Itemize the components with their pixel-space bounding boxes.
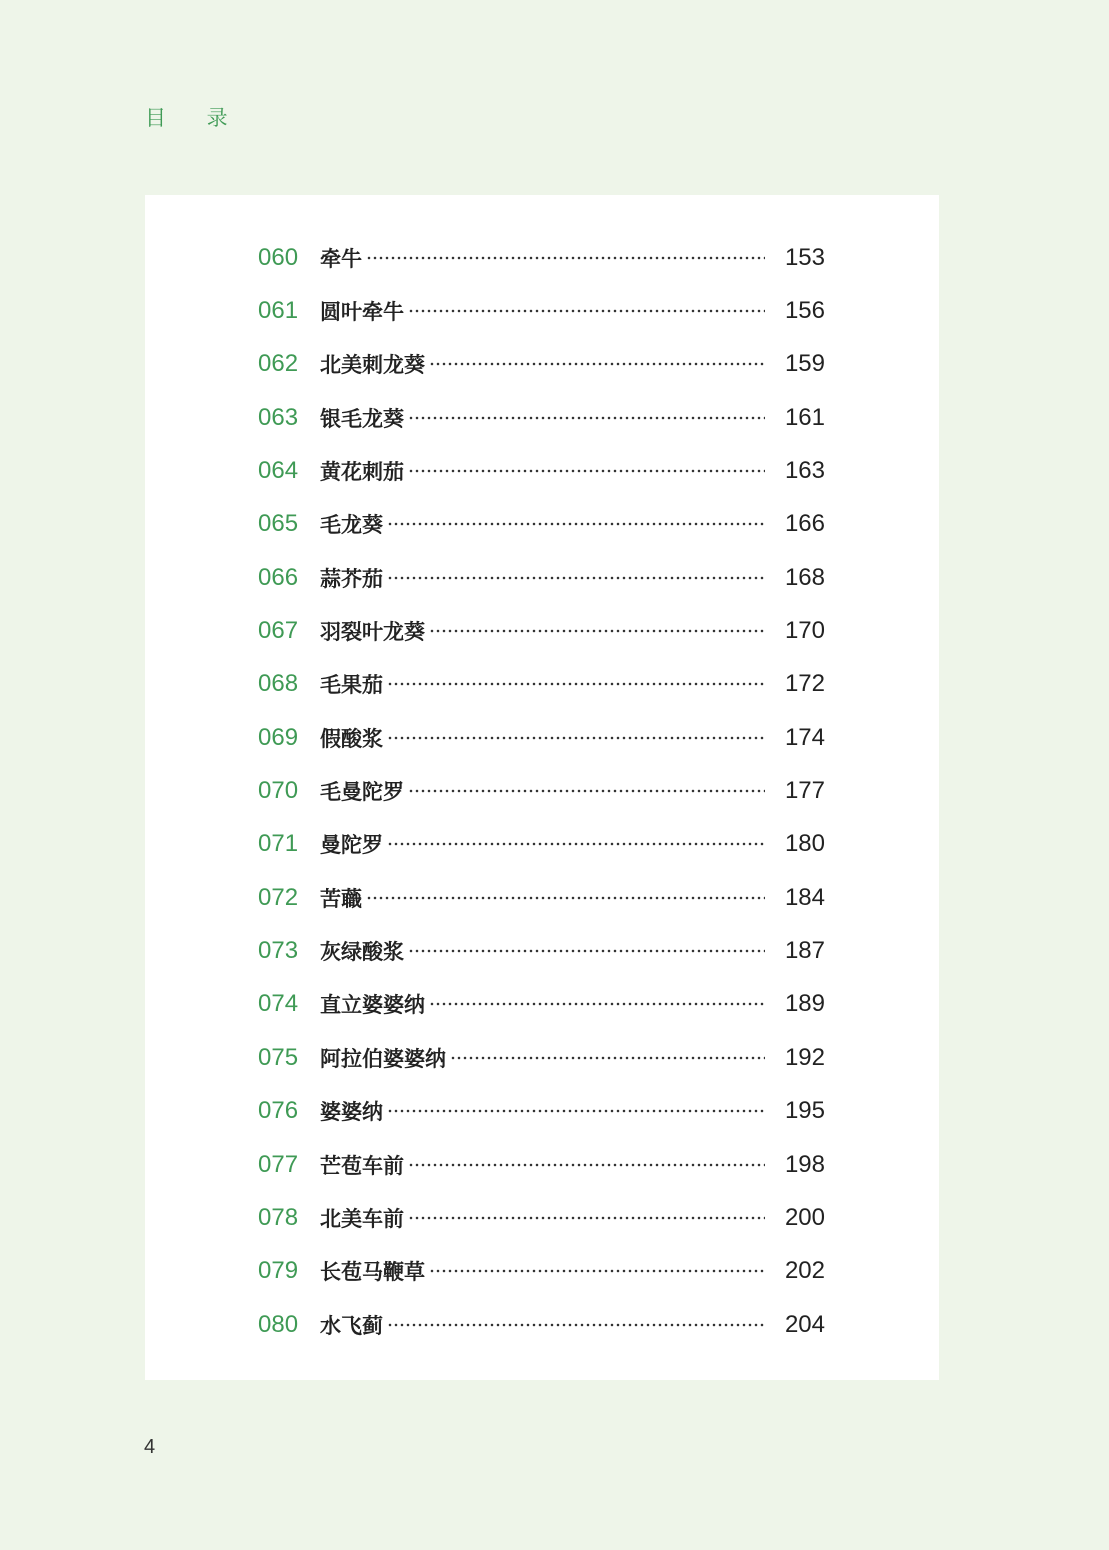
toc-entry-title: 圆叶牵牛: [320, 300, 404, 325]
dot-leader: [387, 736, 765, 740]
toc-entry-number: 065: [258, 510, 299, 538]
toc-entry-page: 163: [784, 457, 825, 485]
toc-entry-number: 079: [258, 1257, 299, 1285]
toc-entry-page: 170: [784, 617, 825, 645]
toc-entry[interactable]: [258, 978, 825, 1031]
toc-entry-title: 毛果茄: [320, 673, 383, 698]
toc-entry-title: 毛曼陀罗: [320, 780, 404, 805]
dot-leader: [450, 1056, 765, 1060]
toc-entry-page: 159: [784, 350, 825, 378]
toc-entry-number: 072: [258, 883, 299, 911]
toc-entry-number: 075: [258, 1043, 299, 1071]
dot-leader: [387, 842, 765, 846]
toc-entry[interactable]: [258, 284, 825, 337]
toc-entry-title: 芒苞车前: [320, 1153, 404, 1178]
dot-leader: [408, 789, 765, 793]
dot-leader: [429, 1002, 765, 1006]
toc-entry[interactable]: [258, 1298, 825, 1351]
dot-leader: [429, 362, 765, 366]
dot-leader: [387, 522, 765, 526]
toc-entry[interactable]: [258, 498, 825, 551]
toc-entry[interactable]: [258, 444, 825, 497]
toc-entry-number: 069: [258, 723, 299, 751]
toc-entry-number: 068: [258, 670, 299, 698]
toc-entry-page: 172: [784, 670, 825, 698]
toc-entry[interactable]: [258, 551, 825, 604]
toc-entry-page: 168: [784, 563, 825, 591]
toc-entry-title: 曼陀罗: [320, 833, 383, 858]
toc-entry-number: 076: [258, 1097, 299, 1125]
dot-leader: [408, 1216, 765, 1220]
toc-entry-number: 078: [258, 1203, 299, 1231]
toc-entry-number: 062: [258, 350, 299, 378]
toc-entry-title: 直立婆婆纳: [320, 993, 425, 1018]
dot-leader: [387, 1323, 765, 1327]
toc-entry[interactable]: [258, 711, 825, 764]
toc-entry[interactable]: [258, 1191, 825, 1244]
toc-entry-title: 牵牛: [320, 246, 362, 271]
toc-entry[interactable]: [258, 231, 825, 284]
toc-entry-number: 067: [258, 617, 299, 645]
toc-entry[interactable]: [258, 338, 825, 391]
toc-entry[interactable]: [258, 818, 825, 871]
toc-entry-page: 202: [784, 1257, 825, 1285]
toc-entry-page: 153: [784, 243, 825, 271]
toc-entry-page: 177: [784, 777, 825, 805]
toc-entry-title: 婆婆纳: [320, 1100, 383, 1125]
dot-leader: [387, 1109, 765, 1113]
dot-leader: [429, 1269, 765, 1273]
page-number: 4: [144, 1436, 156, 1458]
toc-entry[interactable]: [258, 1245, 825, 1298]
toc-entry-title: 北美车前: [320, 1206, 404, 1231]
toc-entry[interactable]: [258, 1138, 825, 1191]
dot-leader: [366, 896, 765, 900]
dot-leader: [408, 949, 765, 953]
toc-entry-page: 195: [784, 1097, 825, 1125]
toc-entry-number: 063: [258, 403, 299, 431]
toc-entry-number: 070: [258, 777, 299, 805]
toc-entry-page: 200: [784, 1203, 825, 1231]
dot-leader: [429, 629, 765, 633]
toc-entry-number: 066: [258, 563, 299, 591]
toc-entry-page: 204: [784, 1310, 825, 1338]
toc-entry[interactable]: [258, 658, 825, 711]
toc-entry-page: 184: [784, 883, 825, 911]
toc-entry-page: 174: [784, 723, 825, 751]
toc-entry-number: 077: [258, 1150, 299, 1178]
toc-panel: [145, 195, 939, 1380]
toc-entry-page: 192: [784, 1043, 825, 1071]
toc-entry-title: 阿拉伯婆婆纳: [320, 1046, 446, 1071]
toc-entry-number: 074: [258, 990, 299, 1018]
toc-entry-page: 187: [784, 937, 825, 965]
toc-entry[interactable]: [258, 871, 825, 924]
dot-leader: [408, 469, 765, 473]
toc-entry-page: 166: [784, 510, 825, 538]
toc-entry-title: 北美刺龙葵: [320, 353, 425, 378]
toc-entry-number: 064: [258, 457, 299, 485]
dot-leader: [408, 309, 765, 313]
toc-entry-title: 长苞马鞭草: [320, 1260, 425, 1285]
toc-entry-title: 毛龙葵: [320, 513, 383, 538]
toc-entry[interactable]: [258, 1031, 825, 1084]
toc-entry[interactable]: [258, 391, 825, 444]
dot-leader: [366, 256, 765, 260]
toc-entry[interactable]: [258, 924, 825, 977]
toc-entry-page: 198: [784, 1150, 825, 1178]
toc-entry-title: 黄花刺茄: [320, 460, 404, 485]
toc-entry-page: 156: [784, 297, 825, 325]
toc-entry[interactable]: [258, 1085, 825, 1138]
toc-entry-number: 080: [258, 1310, 299, 1338]
toc-entry-number: 073: [258, 937, 299, 965]
toc-list: [258, 231, 825, 1351]
dot-leader: [387, 576, 765, 580]
toc-entry-title: 蒜芥茄: [320, 566, 383, 591]
toc-entry[interactable]: [258, 764, 825, 817]
toc-entry-number: 061: [258, 297, 299, 325]
toc-entry-title: 羽裂叶龙葵: [320, 620, 425, 645]
dot-leader: [408, 416, 765, 420]
toc-entry-title: 银毛龙葵: [320, 406, 404, 431]
toc-entry-page: 180: [784, 830, 825, 858]
toc-entry-number: 060: [258, 243, 299, 271]
dot-leader: [387, 682, 765, 686]
toc-entry-number: 071: [258, 830, 299, 858]
page-title: 目 录: [145, 106, 245, 130]
toc-entry-page: 189: [784, 990, 825, 1018]
toc-entry-title: 假酸浆: [320, 726, 383, 751]
toc-entry-title: 水飞蓟: [320, 1313, 383, 1338]
toc-entry-page: 161: [784, 403, 825, 431]
toc-entry-title: 灰绿酸浆: [320, 940, 404, 965]
toc-entry-title: 苦蘵: [320, 886, 362, 911]
dot-leader: [408, 1163, 765, 1167]
toc-entry[interactable]: [258, 604, 825, 657]
